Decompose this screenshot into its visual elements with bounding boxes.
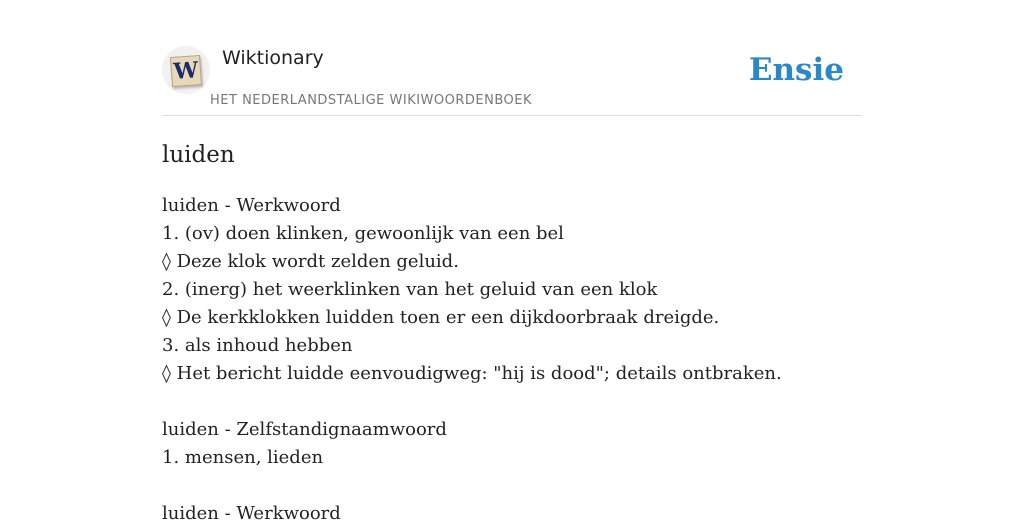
wiktionary-logo-icon: W bbox=[170, 55, 202, 87]
entry-heading: luiden - Werkwoord bbox=[162, 503, 341, 524]
ensie-brand-link[interactable]: Ensie bbox=[748, 52, 844, 88]
definition-line: 2. (inerg) het weerklinken van het geluid van een klok bbox=[162, 279, 658, 300]
site-tagline: HET NEDERLANDSTALIGE WIKIWOORDENBOEK bbox=[210, 93, 533, 108]
definitions bbox=[162, 192, 862, 528]
entry bbox=[162, 416, 862, 472]
entry-heading: luiden - Werkwoord bbox=[162, 195, 341, 216]
page bbox=[162, 0, 862, 524]
example-line: ◊ Deze klok wordt zelden geluid. bbox=[162, 251, 459, 272]
wiktionary-logo[interactable] bbox=[162, 46, 210, 94]
definition-line: 1. mensen, lieden bbox=[162, 447, 324, 468]
entry-separator bbox=[162, 472, 862, 500]
entry bbox=[162, 500, 862, 528]
site-name[interactable]: Wiktionary bbox=[222, 47, 324, 69]
site-header bbox=[162, 0, 862, 116]
entry bbox=[162, 192, 862, 388]
example-line: ◊ Het bericht luidde eenvoudigweg: "hij is dood"; details ontbraken. bbox=[162, 363, 782, 384]
page-title: luiden bbox=[162, 142, 235, 168]
definition-line: 1. (ov) doen klinken, gewoonlijk van een bel bbox=[162, 223, 564, 244]
example-line: ◊ De kerkklokken luidden toen er een dijkdoorbraak dreigde. bbox=[162, 307, 720, 328]
definition-line: 3. als inhoud hebben bbox=[162, 335, 353, 356]
entry-separator bbox=[162, 388, 862, 416]
entry-heading: luiden - Zelfstandignaamwoord bbox=[162, 419, 447, 440]
